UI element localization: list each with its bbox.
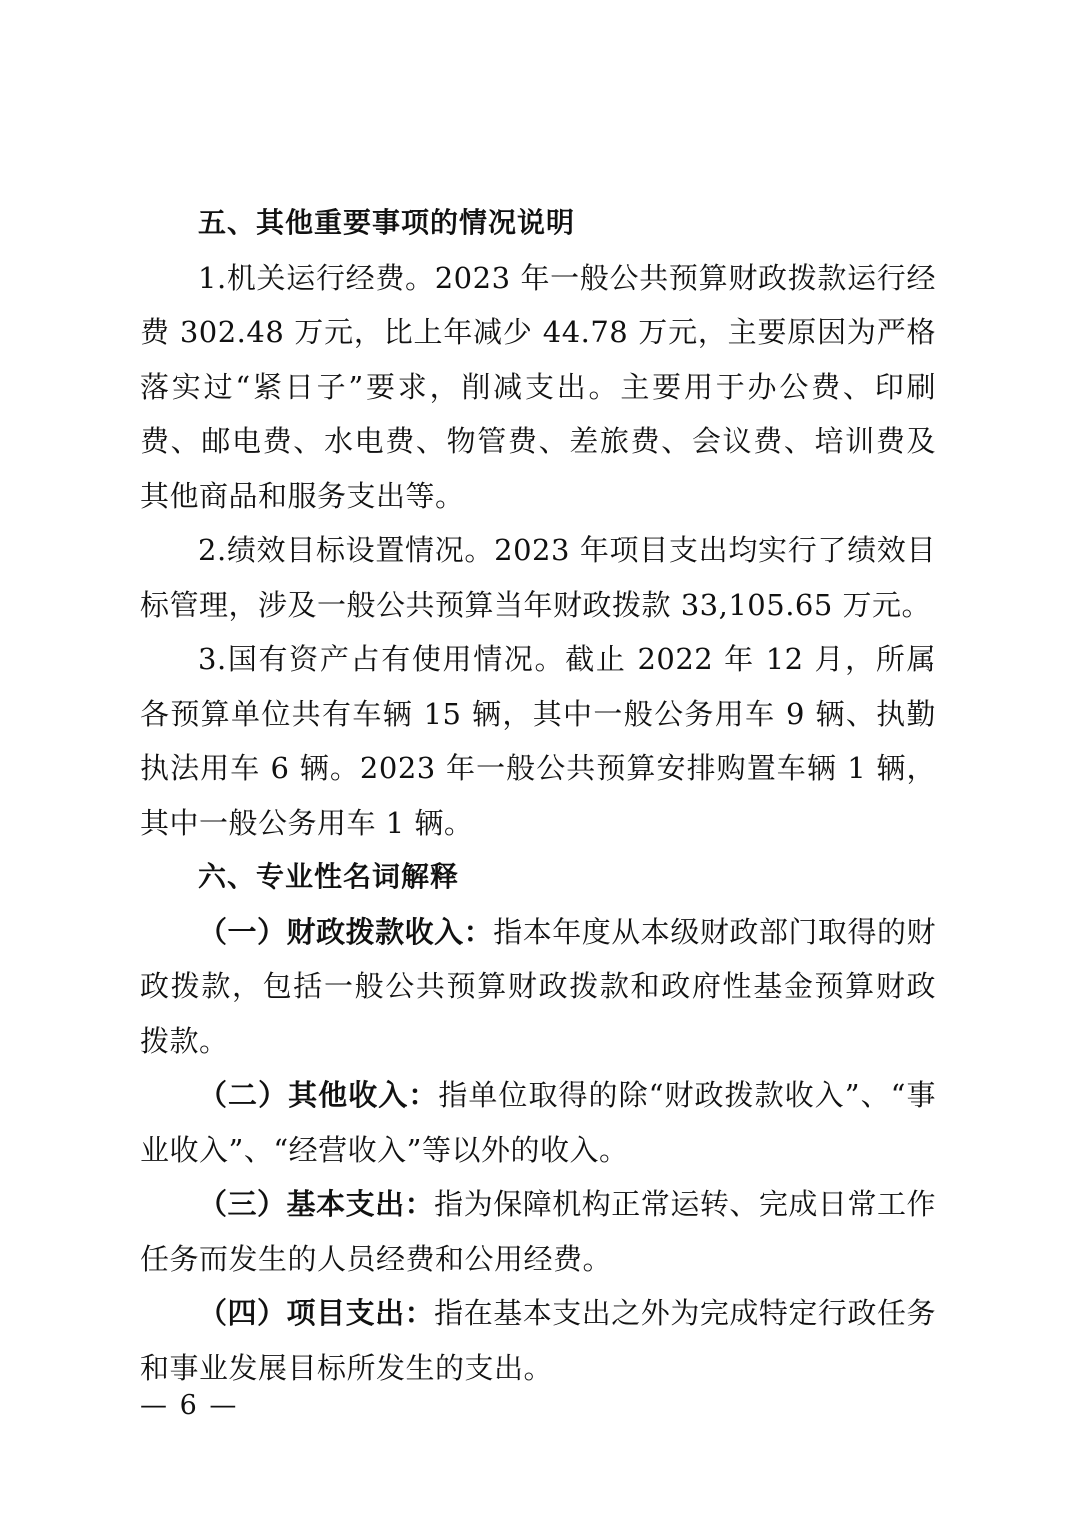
- paragraph-performance-targets: 2.绩效目标设置情况。2023 年项目支出均实行了绩效目标管理，涉及一般公共预算当年财政拨款 33,105.65 万元。: [140, 533, 936, 622]
- paragraph-state-assets: 3.国有资产占有使用情况。截止 2022 年 12 月，所属各预算单位共有车辆 15 辆，其中一般公务用车 9 辆、执勤执法用车 6 辆。2023 年一般公共预算安排购置车辆 1 辆，其中一般公务用车 1 辆。: [140, 642, 936, 840]
- glossary-term: （二）其他收入：: [198, 1078, 439, 1112]
- glossary-term: （一）财政拨款收入：: [198, 914, 494, 949]
- section-heading-other-matters: 五、其他重要事项的情况说明: [198, 206, 576, 239]
- glossary-definition: 指为保障机构正常运转、完成日常工作任务而发生的人员经费和公用经费。: [140, 1187, 936, 1276]
- glossary-term: （四）项目支出：: [198, 1296, 435, 1330]
- glossary-item: [140, 1068, 936, 1177]
- glossary-term: （三）基本支出：: [198, 1187, 435, 1221]
- glossary-item: [140, 905, 936, 1069]
- glossary-definition: 指在基本支出之外为完成特定行政任务和事业发展目标所发生的支出。: [140, 1296, 936, 1385]
- section-heading-glossary: 六、专业性名词解释: [198, 860, 460, 893]
- paragraph-operating-expenses: 1.机关运行经费。2023 年一般公共预算财政拨款运行经费 302.48 万元，比上年减少 44.78 万元，主要原因为严格落实过“紧日子”要求，削减支出。主要用于办公费、印刷费、邮电费、水电费、物管费、差旅费、会议费、培训费及其他商品和服务支出等。: [140, 260, 936, 513]
- glossary-item: [140, 1177, 936, 1286]
- document-body: [140, 196, 936, 1395]
- glossary-definition: 指本年度从本级财政部门取得的财政拨款，包括一般公共预算财政拨款和政府性基金预算财政拨款。: [140, 914, 936, 1058]
- glossary-item: [140, 1286, 936, 1395]
- page-number: — 6 —: [140, 1390, 239, 1421]
- glossary-definition: 指单位取得的除“财政拨款收入”、“事业收入”、“经营收入”等以外的收入。: [140, 1078, 936, 1167]
